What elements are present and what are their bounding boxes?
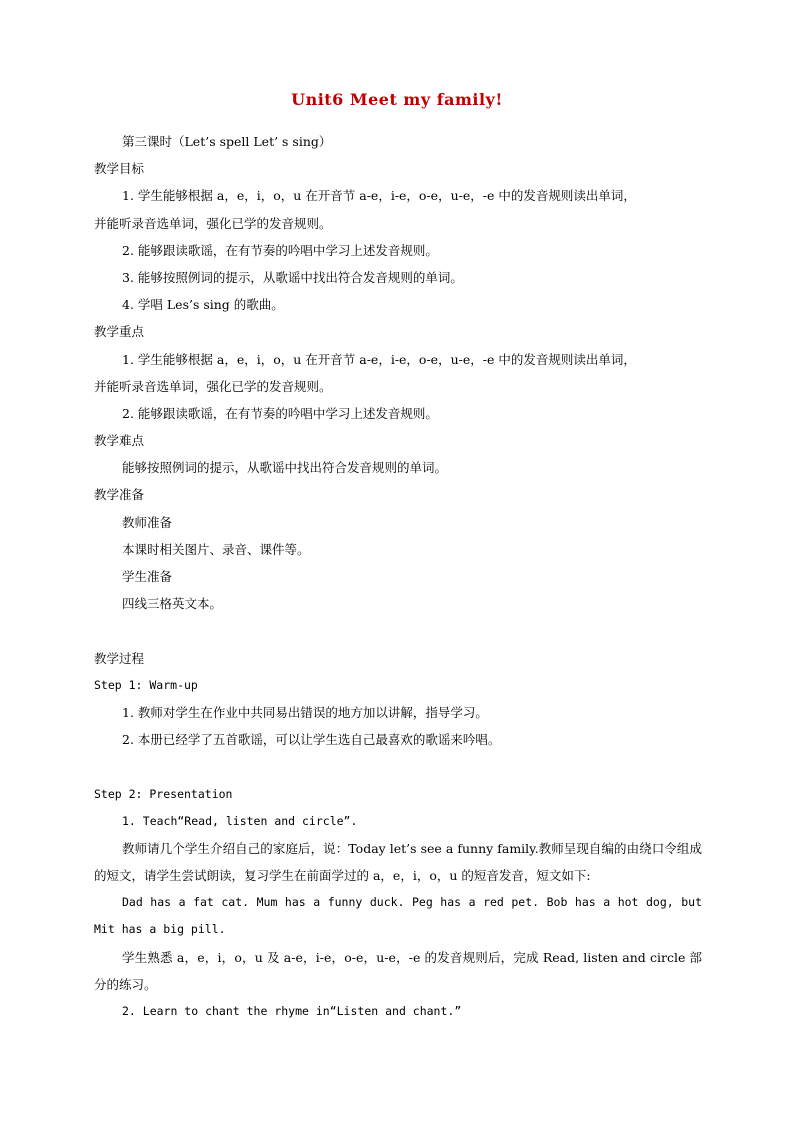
preparation-heading: 教学准备 [94,487,145,503]
key-points-heading: 教学重点 [94,324,145,340]
spacer [94,753,702,780]
step1-title: Step 1: Warm-up [94,677,198,692]
step2-item-1: 1. Teach“Read, listen and circle”. [122,813,358,828]
step2-item-2: 2. Learn to chant the rhyme in“Listen and chant.” [122,1004,462,1019]
step2-title: Step 2: Presentation [94,786,233,801]
document-title: Unit6 Meet my family! [291,90,503,109]
lesson-subtitle: 第三课时（Let’s spell Let’ s sing） [122,134,332,149]
key-point-item: 1. 学生能够根据 a，e，i，o，u 在开音节 a-e，i-e，o-e，u-e，-e 中的发音规则读出单词， [122,351,636,367]
process-heading: 教学过程 [94,650,145,666]
step2-paragraph: 教师请几个学生介绍自己的家庭后，说：Today let’s see a funny family.教师呈现自编的由绕口令组成的短文，请学生尝试朗读，复习学生在前面学过的 a，e，i，o，u 的短音发音，短文如下: [94,840,702,884]
student-preparation-text: 四线三格英文本。 [122,596,223,612]
student-preparation-label: 学生准备 [122,569,173,584]
difficulties-text: 能够按照例词的提示，从歌谣中找出符合发音规则的单词。 [122,460,448,476]
objective-item: 并能听录音选单词，强化已学的发音规则。 [94,215,332,231]
document-body [94,128,702,1025]
key-point-item: 并能听录音选单词，强化已学的发音规则。 [94,378,332,394]
step2-passage: Dad has a fat cat. Mum has a funny duck. Peg has a red pet. Bob has a hot dog, but Mit has a big pill. [94,895,702,937]
key-point-item: 2. 能够跟读歌谣，在有节奏的吟唱中学习上述发音规则。 [122,405,438,421]
objective-item: 2. 能够跟读歌谣，在有节奏的吟唱中学习上述发音规则。 [122,242,438,258]
step1-item: 2. 本册已经学了五首歌谣，可以让学生选自己最喜欢的歌谣来吟唱。 [122,732,501,748]
step2-paragraph: 学生熟悉 a，e，i，o，u 及 a-e，i-e，o-e，u-e，-e 的发音规则后，完成 Read, listen and circle 部分的练习。 [94,949,702,992]
objective-item: 4. 学唱 Les’s sing 的歌曲。 [122,297,284,313]
objectives-heading: 教学目标 [94,161,145,177]
step1-item: 1. 教师对学生在作业中共同易出错误的地方加以讲解，指导学习。 [122,704,488,720]
teacher-preparation-label: 教师准备 [122,514,173,530]
teacher-preparation-text: 本课时相关图片、录音、课件等。 [122,541,310,557]
objective-item: 1. 学生能够根据 a，e，i，o，u 在开音节 a-e，i-e，o-e，u-e，-e 中的发音规则读出单词， [122,188,636,204]
difficulties-heading: 教学难点 [94,433,145,449]
objective-item: 3. 能够按照例词的提示，从歌谣中找出符合发音规则的单词。 [122,269,463,285]
spacer [94,617,702,644]
